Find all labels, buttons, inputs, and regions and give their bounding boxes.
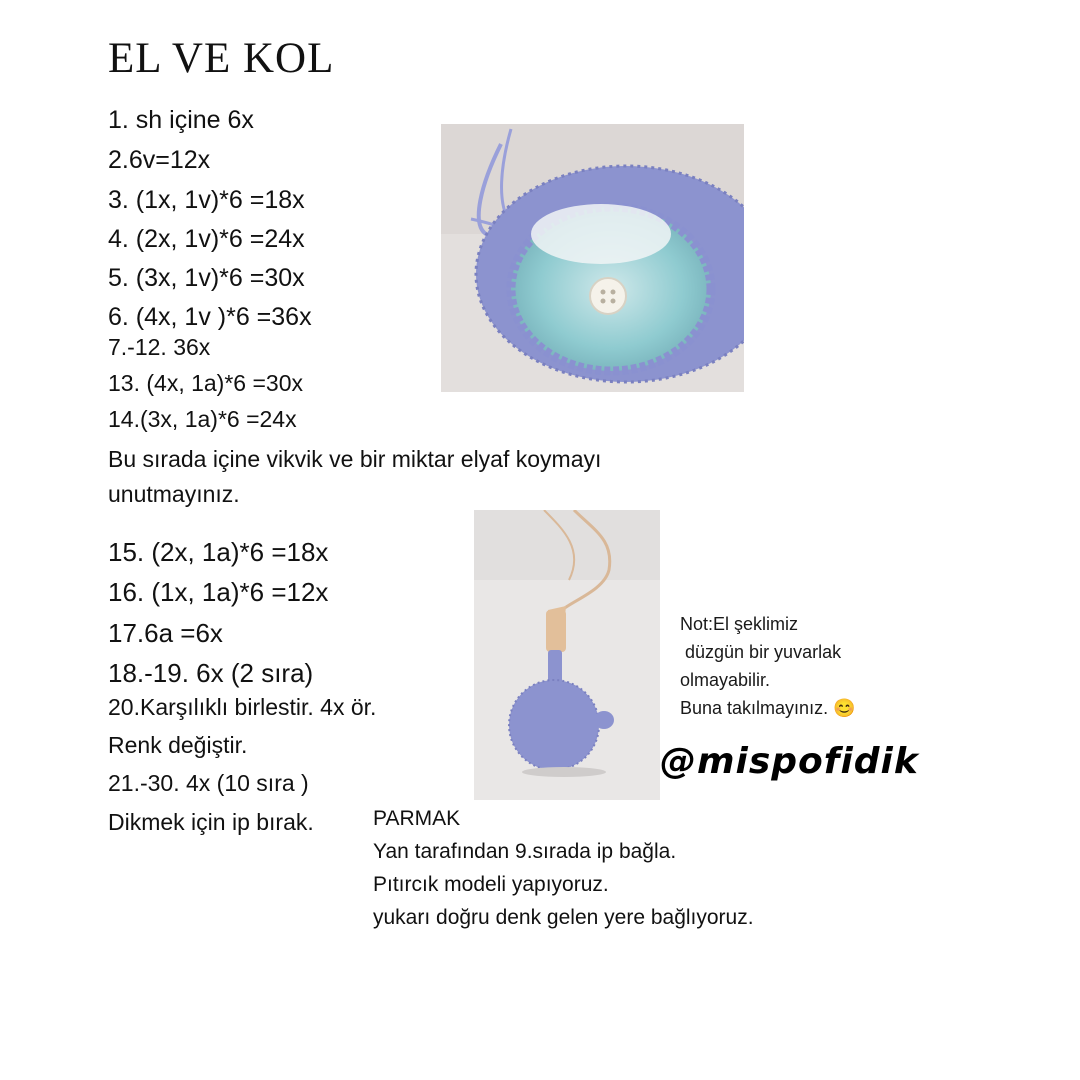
parmak-line-1: Yan tarafından 9.sırada ip bağla. [373, 840, 677, 863]
parmak-line-2: Pıtırcık modeli yapıyoruz. [373, 873, 609, 896]
step-4: 4. (2x, 1v)*6 =24x [108, 225, 305, 253]
side-note-line-2: düzgün bir yuvarlak [680, 642, 842, 662]
side-note-line-1: Not:El şeklimiz [680, 614, 799, 634]
step-16: 16. (1x, 1a)*6 =12x [108, 577, 329, 607]
step-14: 14.(3x, 1a)*6 =24x [108, 406, 297, 432]
hand-top-view-illustration [441, 124, 744, 392]
step-17: 17.6a =6x [108, 618, 223, 648]
page-title: EL VE KOL [108, 35, 335, 82]
step-3: 3. (1x, 1v)*6 =18x [108, 186, 305, 214]
instagram-handle: @mispofidik [660, 741, 919, 782]
leave-yarn-step: Dikmek için ip bırak. [108, 809, 314, 835]
step-18-19: 18.-19. 6x (2 sıra) [108, 658, 314, 688]
step-5: 5. (3x, 1v)*6 =30x [108, 264, 305, 292]
step-2: 2.6v=12x [108, 146, 211, 174]
parmak-line-3: yukarı doğru denk gelen yere bağlıyoruz. [373, 906, 754, 929]
parmak-heading: PARMAK [373, 807, 461, 830]
finished-hand-photo [474, 510, 660, 800]
step-1: 1. sh içine 6x [108, 106, 254, 134]
hand-top-view-photo [441, 124, 744, 392]
step-21-30: 21.-30. 4x (10 sıra ) [108, 770, 309, 796]
step-15: 15. (2x, 1a)*6 =18x [108, 537, 329, 567]
stuffing-note-line-2: unutmayınız. [108, 481, 240, 507]
step-6: 6. (4x, 1v )*6 =36x [108, 303, 312, 331]
step-20: 20.Karşılıklı birlestir. 4x ör. [108, 694, 377, 720]
step-13: 13. (4x, 1a)*6 =30x [108, 370, 303, 396]
side-note-line-4: Buna takılmayınız. 😊 [680, 698, 856, 718]
step-7-12: 7.-12. 36x [108, 334, 211, 360]
finished-hand-illustration [474, 510, 660, 800]
parmak-section [373, 802, 754, 934]
side-note [680, 610, 855, 722]
stuffing-note-line-1: Bu sırada içine vikvik ve bir miktar elyaf koymayı [108, 446, 602, 472]
side-note-line-3: olmayabilir. [680, 670, 771, 690]
change-color-step: Renk değiştir. [108, 732, 248, 758]
